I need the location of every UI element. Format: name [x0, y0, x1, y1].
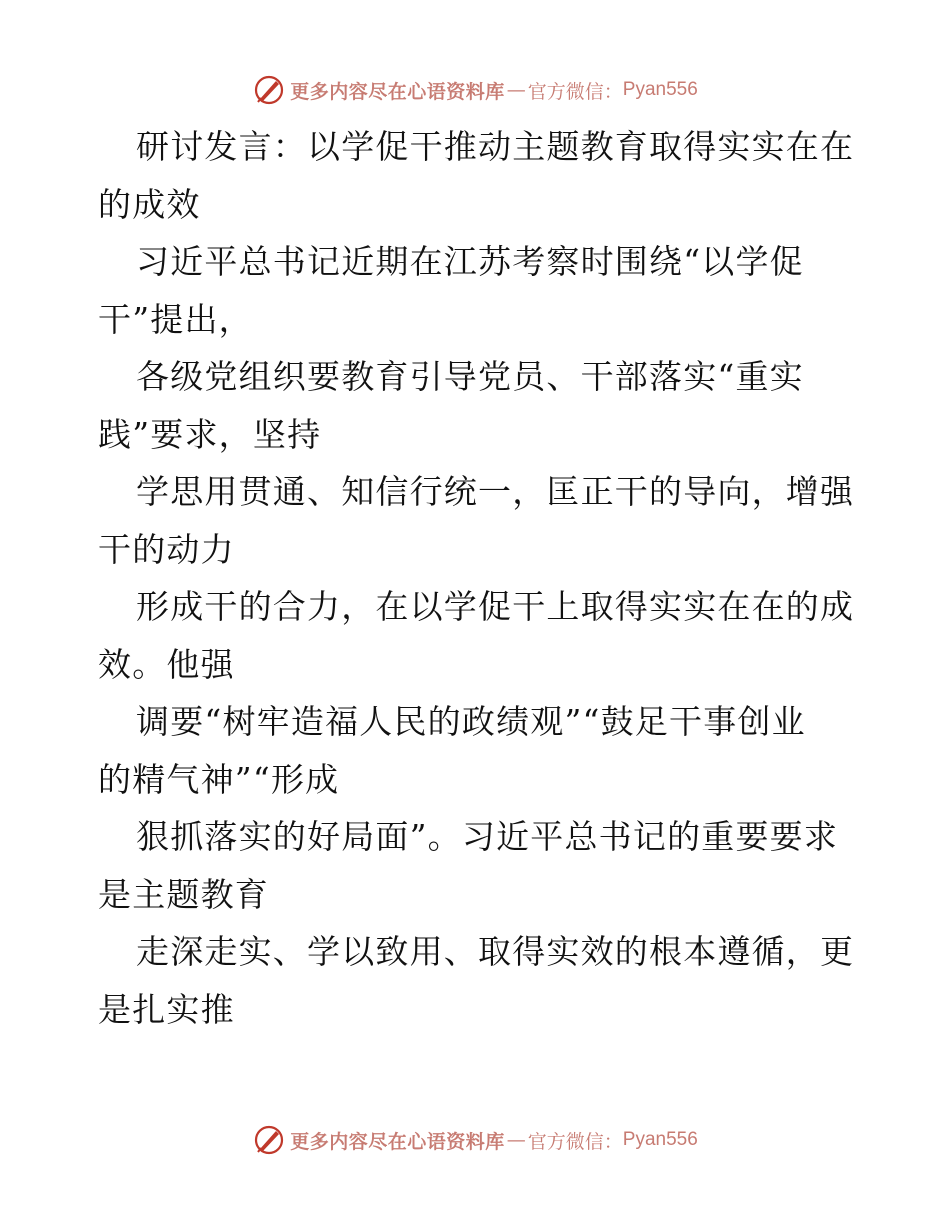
text-line: 形成干的合力，在以学促干上取得实实在在的成 — [136, 587, 855, 626]
watermark-wechat-id: Pyan556 — [622, 79, 698, 100]
header-watermark — [0, 70, 950, 110]
text-line: 的精气神”“形成 — [98, 759, 340, 799]
watermark-brand: 更多内容尽在心语资料库 — [290, 1130, 505, 1153]
text-line: 是扎实推 — [98, 989, 235, 1029]
watermark-wechat-label: 官方微信 — [527, 80, 604, 103]
text-line: 的成效 — [98, 184, 201, 224]
document-body — [98, 118, 858, 1038]
text-line: 调要“树牢造福人民的政绩观”“鼓足干事创业 — [136, 702, 806, 741]
text-line: 干的动力 — [98, 529, 235, 569]
text-line: 各级党组织要教育引导党员、干部落实“重实 — [136, 357, 804, 396]
text-line: 习近平总书记近期在江苏考察时围绕“以学促 — [136, 242, 804, 281]
text-line: 狠抓落实的好局面”。习近平总书记的重要要求 — [136, 817, 839, 856]
watermark-wechat-label: 官方微信 — [527, 1130, 604, 1153]
footer-watermark — [0, 1120, 950, 1160]
text-line: 研讨发言：以学促干推动主题教育取得实实在在 — [136, 127, 855, 166]
watermark-separator: ： — [603, 80, 623, 103]
watermark-dash: — — [506, 79, 526, 101]
quill-logo-icon — [252, 73, 286, 107]
watermark-wechat-id: Pyan556 — [622, 1129, 698, 1150]
text-line: 是主题教育 — [98, 874, 269, 914]
text-line: 干”提出， — [98, 299, 253, 339]
text-line: 践”要求，坚持 — [98, 414, 322, 454]
watermark-separator: ： — [603, 1130, 623, 1153]
watermark-brand: 更多内容尽在心语资料库 — [290, 80, 505, 103]
text-line: 效。他强 — [98, 644, 235, 684]
text-line: 学思用贯通、知信行统一，匡正干的导向，增强 — [136, 472, 855, 511]
text-line: 走深走实、学以致用、取得实效的根本遵循，更 — [136, 932, 855, 971]
watermark-dash: — — [506, 1129, 526, 1151]
quill-logo-icon — [252, 1123, 286, 1157]
